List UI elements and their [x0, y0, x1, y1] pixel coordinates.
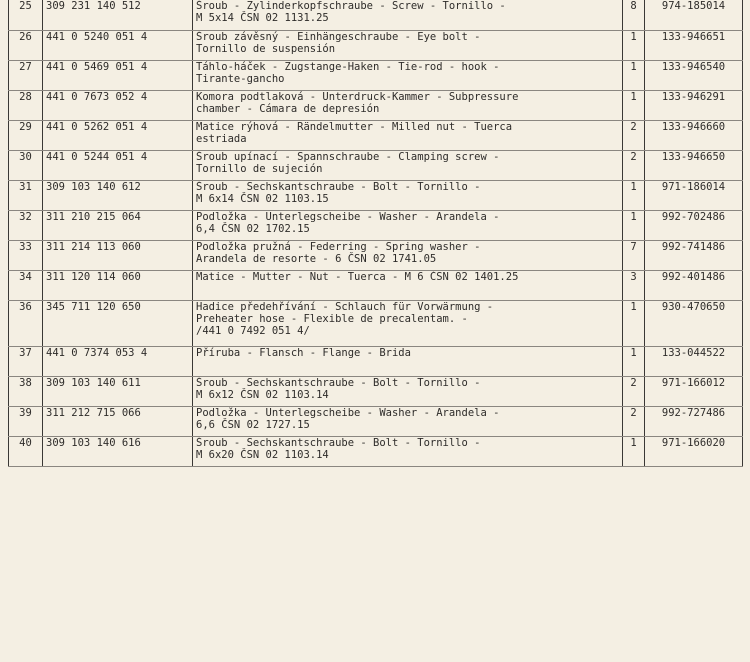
quantity-cell: 1: [623, 180, 645, 210]
table-row: [9, 376, 743, 406]
description-line: Komora podtlaková - Unterdruck-Kammer - Subpressure: [196, 90, 519, 103]
order-code-cell: 133-946291: [645, 90, 743, 120]
description-line: 6,6 ČSN 02 1727.15: [196, 418, 310, 431]
table-row: [9, 270, 743, 300]
quantity-cell: 1: [623, 210, 645, 240]
part-number-cell: 309 103 140 616: [43, 436, 193, 466]
quantity-cell: 1: [623, 90, 645, 120]
quantity-cell: 1: [623, 30, 645, 60]
description-line: Šroub závěsný - Einhängeschraube - Eye bolt -: [196, 30, 481, 43]
table-row: [9, 436, 743, 466]
order-code-cell: 992-702486: [645, 210, 743, 240]
position-cell: 31: [9, 180, 43, 210]
part-number-cell: 309 103 140 612: [43, 180, 193, 210]
position-cell: 28: [9, 90, 43, 120]
description-cell: [193, 210, 623, 240]
description-line: Příruba - Flansch - Flange - Brida: [196, 346, 411, 359]
description-line: estriada: [196, 132, 247, 145]
description-line: Hadice předehřívání - Schlauch für Vorwärmung -: [196, 300, 494, 313]
quantity-cell: 1: [623, 346, 645, 376]
quantity-cell: 2: [623, 120, 645, 150]
order-code-cell: 971-166012: [645, 376, 743, 406]
quantity-cell: 1: [623, 436, 645, 466]
description-cell: [193, 30, 623, 60]
part-number-cell: 311 120 114 060: [43, 270, 193, 300]
parts-table: [8, 0, 743, 467]
description-line: 6,4 ČSN 02 1702.15: [196, 222, 310, 235]
description-line: Tornillo de sujeción: [196, 162, 323, 175]
quantity-cell: 2: [623, 406, 645, 436]
quantity-cell: 1: [623, 300, 645, 346]
order-code-cell: 992-727486: [645, 406, 743, 436]
position-cell: 40: [9, 436, 43, 466]
table-row: [9, 210, 743, 240]
description-cell: [193, 90, 623, 120]
description-line: Tirante-gancho: [196, 72, 285, 85]
table-row: [9, 60, 743, 90]
part-number-cell: 311 212 715 066: [43, 406, 193, 436]
order-code-cell: 992-401486: [645, 270, 743, 300]
position-cell: 36: [9, 300, 43, 346]
order-code-cell: 133-946660: [645, 120, 743, 150]
description-line: Arandela de resorte - 6 ČSN 02 1741.05: [196, 252, 437, 265]
part-number-cell: 309 103 140 611: [43, 376, 193, 406]
description-cell: [193, 0, 623, 30]
description-line: Šroub - Sechskantschraube - Bolt - Tornillo -: [196, 180, 481, 193]
table-row: [9, 406, 743, 436]
description-line: M 6x14 ČSN 02 1103.15: [196, 192, 329, 205]
table-row: [9, 300, 743, 346]
order-code-cell: 971-166020: [645, 436, 743, 466]
table-row: [9, 0, 743, 30]
part-number-cell: 311 210 215 064: [43, 210, 193, 240]
quantity-cell: 2: [623, 150, 645, 180]
order-code-cell: 971-186014: [645, 180, 743, 210]
table-row: [9, 346, 743, 376]
position-cell: 38: [9, 376, 43, 406]
description-cell: [193, 300, 623, 346]
description-line: Tornillo de suspensión: [196, 42, 336, 55]
description-cell: [193, 270, 623, 300]
description-line: M 6x20 ČSN 02 1103.14: [196, 448, 329, 461]
part-number-cell: 441 0 7374 053 4: [43, 346, 193, 376]
description-line: Podložka pružná - Federring - Spring washer -: [196, 240, 481, 253]
position-cell: 34: [9, 270, 43, 300]
description-line: Podložka - Unterlegscheibe - Washer - Arandela -: [196, 210, 500, 223]
description-cell: [193, 436, 623, 466]
position-cell: 25: [9, 0, 43, 30]
part-number-cell: 441 0 7673 052 4: [43, 90, 193, 120]
description-cell: [193, 240, 623, 270]
position-cell: 33: [9, 240, 43, 270]
quantity-cell: 1: [623, 60, 645, 90]
quantity-cell: 8: [623, 0, 645, 30]
table-row: [9, 240, 743, 270]
table-row: [9, 90, 743, 120]
part-number-cell: 311 214 113 060: [43, 240, 193, 270]
description-cell: [193, 346, 623, 376]
position-cell: 32: [9, 210, 43, 240]
description-line: Šroub - Sechskantschraube - Bolt - Tornillo -: [196, 376, 481, 389]
part-number-cell: 309 231 140 512: [43, 0, 193, 30]
part-number-cell: 441 0 5262 051 4: [43, 120, 193, 150]
order-code-cell: 930-470650: [645, 300, 743, 346]
table-row: [9, 120, 743, 150]
table-row: [9, 30, 743, 60]
description-cell: [193, 180, 623, 210]
position-cell: 39: [9, 406, 43, 436]
position-cell: 37: [9, 346, 43, 376]
description-line: /441 0 7492 051 4/: [196, 324, 310, 337]
part-number-cell: 345 711 120 650: [43, 300, 193, 346]
description-cell: [193, 150, 623, 180]
description-cell: [193, 406, 623, 436]
description-line: Matice - Mutter - Nut - Tuerca - M 6 ČSN 02 1401.25: [196, 270, 519, 283]
description-line: Podložka - Unterlegscheibe - Washer - Arandela -: [196, 406, 500, 419]
parts-table-body: [9, 0, 743, 466]
table-row: [9, 180, 743, 210]
table-row: [9, 150, 743, 180]
order-code-cell: 133-946651: [645, 30, 743, 60]
part-number-cell: 441 0 5244 051 4: [43, 150, 193, 180]
position-cell: 27: [9, 60, 43, 90]
order-code-cell: 974-185014: [645, 0, 743, 30]
description-line: Preheater hose - Flexible de precalentam. -: [196, 312, 468, 325]
description-line: Šroub - Zylinderkopfschraube - Screw - Tornillo -: [196, 0, 506, 12]
order-code-cell: 992-741486: [645, 240, 743, 270]
description-line: Šroub upínací - Spannschraube - Clamping screw -: [196, 150, 500, 163]
order-code-cell: 133-044522: [645, 346, 743, 376]
quantity-cell: 3: [623, 270, 645, 300]
description-line: Táhlo-háček - Zugstange-Haken - Tie-rod - hook -: [196, 60, 500, 73]
description-line: M 5x14 ČSN 02 1131.25: [196, 12, 329, 24]
quantity-cell: 2: [623, 376, 645, 406]
position-cell: 26: [9, 30, 43, 60]
order-code-cell: 133-946650: [645, 150, 743, 180]
description-line: chamber - Cámara de depresión: [196, 102, 380, 115]
quantity-cell: 7: [623, 240, 645, 270]
part-number-cell: 441 0 5240 051 4: [43, 30, 193, 60]
description-cell: [193, 120, 623, 150]
description-cell: [193, 376, 623, 406]
description-cell: [193, 60, 623, 90]
description-line: M 6x12 ČSN 02 1103.14: [196, 388, 329, 401]
position-cell: 29: [9, 120, 43, 150]
description-line: Šroub - Sechskantschraube - Bolt - Tornillo -: [196, 436, 481, 449]
description-line: Matice rýhová - Rändelmutter - Milled nut - Tuerca: [196, 120, 513, 133]
part-number-cell: 441 0 5469 051 4: [43, 60, 193, 90]
position-cell: 30: [9, 150, 43, 180]
order-code-cell: 133-946540: [645, 60, 743, 90]
